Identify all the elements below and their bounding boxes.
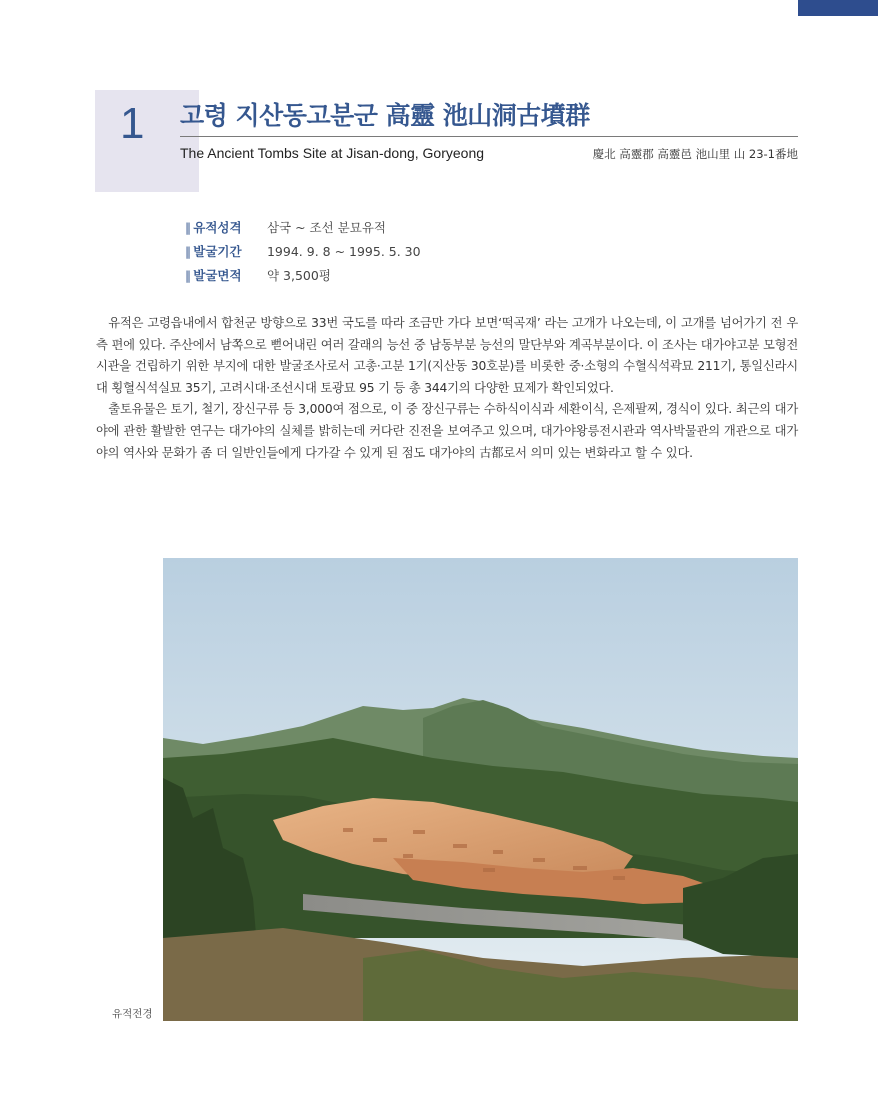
site-info-list <box>185 216 421 288</box>
info-label: 유적성격 <box>193 220 242 235</box>
info-label: 발굴면적 <box>193 268 242 283</box>
info-value: 1994. 9. 8 ~ 1995. 5. 30 <box>266 244 421 259</box>
info-row-area: ∥ 발굴면적 약 3,500평 <box>185 268 331 283</box>
site-address: 慶北 高靈郡 高靈邑 池山里 山 23-1番地 <box>592 147 798 161</box>
info-row-character: ∥ 유적성격 삼국 ~ 조선 분묘유적 <box>185 220 386 235</box>
body-paragraph: 출토유물은 토기, 철기, 장신구류 등 3,000여 점으로, 이 중 장신구류는 수하식이식과 세환이식, 은제팔찌, 경식이 있다. 최근의 대가야에 관한 활발한 연구는 대가야의 실체를 밝히는데 커다란 진전을 보여주고 있으며, 대가야왕릉전시관과 역사박물관의 개관으로 대가야의 역사와 문화가 좀 더 일반인들에게 다가갈 수 있게 된 점도 대가야의 古都로서 의미 있는 변화라고 할 수 있다. <box>96 402 798 460</box>
english-subtitle: The Ancient Tombs Site at Jisan-dong, Goryeong <box>180 145 485 161</box>
site-panorama-photo <box>163 558 798 1021</box>
info-value: 약 3,500평 <box>266 268 331 283</box>
corner-tab <box>798 0 878 16</box>
title-divider <box>180 136 798 137</box>
info-label: 발굴기간 <box>193 244 242 259</box>
body-text <box>96 313 798 464</box>
body-paragraph: 유적은 고령읍내에서 합천군 방향으로 33번 국도를 따라 조금만 가다 보면‘떡곡재’ 라는 고개가 나오는데, 이 고개를 넘어가기 전 우측 편에 있다. 주산에서 남쪽으로 뻗어내린 여러 갈래의 능선 중 남동부분 능선의 말단부와 계곡부분이다. 이 조사는 대가야고분 모형전시관을 건립하기 위한 부지에 대한 발굴조사로서 고총·고분 1기(지산동 30호분)를 비롯한 중·소형의 수혈식석곽묘 211기, 통일신라시대 횡혈식석실묘 35기, 고려시대·조선시대 토광묘 95 기 등 총 344기의 다양한 묘제가 확인되었다. <box>96 316 798 395</box>
photo-caption: 유적전경 <box>112 1008 153 1020</box>
info-value: 삼국 ~ 조선 분묘유적 <box>266 220 386 235</box>
chapter-number: 1 <box>120 99 145 148</box>
page-title: 고령 지산동고분군 高靈 池山洞古墳群 <box>180 101 590 130</box>
info-row-period: ∥ 발굴기간 1994. 9. 8 ~ 1995. 5. 30 <box>185 244 421 259</box>
